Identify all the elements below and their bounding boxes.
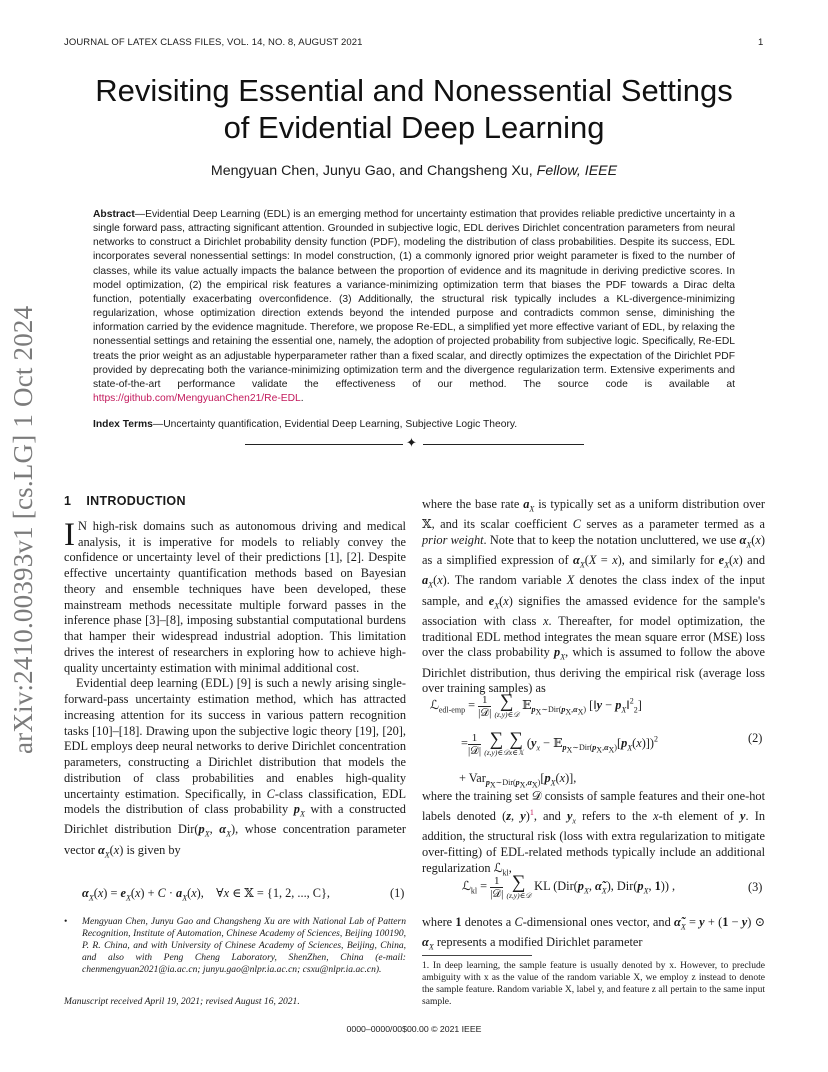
rp2-d: -th element of [658, 808, 741, 823]
footnote: 1. In deep learning, the sample feature is usually denoted by x. However, to preclude ambiguity with x as the value of the random variable X, we employ z instead to denote the sample feature. Random variable X, label y, and feature z all pertain to the same input sample. [422, 960, 765, 1007]
paper-title [64, 72, 764, 146]
intro-p2-a: Evidential deep learning (EDL) [9] is such a newly arising single-forward-pass uncertainty estimation method, which has attracted increasing attention for its success in various pattern recognition tasks [10]–[18]. Drawing upon the subjective logic theory [19], [20], EDL employs deep neural networks to derive Dirichlet concentration parameters, constructing a Dirichlet distribution that models the distribution of class probabilities and enables high-quality uncertainty estimation. Specifically, in [64, 676, 406, 801]
abstract [93, 208, 735, 406]
rp2-a: where the training set 𝒟 consists of sample features and their one-hot labels denoted [422, 789, 765, 823]
title-line-2: of Evidential Deep Learning [223, 110, 605, 145]
rp1-f: , and similarly for [621, 553, 719, 568]
right-column [422, 497, 765, 697]
index-terms-text: —Uncertainty quantification, Evidential Deep Learning, Subjective Logic Theory. [152, 419, 518, 430]
intro-paragraph-1 [64, 516, 406, 677]
equation-2-number: (2) [748, 731, 763, 745]
intro-p2-d: ), whose concentration parameter vector [64, 822, 406, 857]
equation-1: $\alpha_X(x) = e_X(x) + C \cdot a_X(x)$, ∀x ∈ 𝕏 = {1, 2, ..., C}, [82, 886, 330, 903]
rp2-e: . In addition, the structural risk (loss with extra regularization to mitigate over-fitting) of EDL-related methods typically include an additional regularization ℒ [422, 808, 765, 875]
rp2-kl-sub: kl [502, 868, 509, 878]
prior-weight-term: prior weight [422, 532, 484, 547]
author-names: Mengyuan Chen, Junyu Gao, and Changsheng Xu, [210, 163, 533, 179]
eq1-set: {1, 2, ..., C} [266, 886, 327, 900]
section-number: 1 [64, 494, 72, 508]
equation-3-number: (3) [748, 880, 763, 894]
rp3-b: denotes a [461, 915, 515, 929]
rp1-b: is typically set as a uniform distribution over 𝕏, and its scalar coefficient [422, 497, 765, 532]
copyright-footer: 0000–0000/00$00.00 © 2021 IEEE [346, 1024, 482, 1034]
eq3-L: ℒ [462, 878, 471, 893]
rp1-k: . Thereafter, for model optimization, the traditional EDL method integrates the mean square error (MSE) loss over the class probability [422, 613, 765, 660]
rp1-d: . Note that to keep the notation uncluttered, we use [483, 532, 740, 547]
divider-line-left [245, 444, 403, 445]
rp1-a: where the base rate [422, 497, 524, 511]
affiliation-text: Mengyuan Chen, Junyu Gao and Changsheng Xu are with National Lab of Pattern Recognition, Institute of Automation, Chinese Academy of Sciences, Beijing 100190, P. R. China, and with University of Chinese Academy of Sciences, Beijing, China, and also with Peng Cheng Laboratory, ShenZhen, China (e-mail: chenmengyuan2021@ia.ac.cn; junyu.gao@nlpr.ia.ac.cn; csxu@nlpr.ia.ac.cn). [82, 916, 406, 975]
title-line-1: Revisiting Essential and Nonessential Settings [95, 73, 733, 108]
abstract-label: Abstract [93, 209, 135, 220]
eq3-sub: kl [470, 886, 478, 896]
abstract-end: . [300, 393, 304, 405]
intro-p2-b: -class classification, EDL models the distribution of class probability [64, 786, 406, 817]
ones-vector: 1 [455, 915, 462, 929]
rp1-e: as a simplified expression of [422, 553, 573, 568]
rp1-i: denotes the class index of the input sample, and [422, 573, 765, 608]
divider-line-right [423, 444, 584, 445]
running-header: JOURNAL OF LATEX CLASS FILES, VOL. 14, NO. 8, AUGUST 2021 [64, 37, 363, 48]
section-title: INTRODUCTION [86, 494, 186, 508]
equation-1-number: (1) [390, 886, 405, 900]
eq2-L: ℒ [430, 697, 439, 712]
rp3-d: represents a modified Dirichlet parameter [433, 935, 643, 950]
intro-p2-e: is given by [123, 842, 181, 857]
section-divider [245, 435, 584, 450]
index-terms-label: Index Terms [93, 419, 153, 430]
author-fellow: Fellow, IEEE [536, 163, 618, 179]
abstract-text: —Evidential Deep Learning (EDL) is an emerging method for uncertainty estimation that provides reliable predictive uncertainty in a single forward pass, attracting significant attention. Grounded in subjective logic, EDL derives Dirichlet concentration parameters from neural networks to construct a Dirichlet probability density function (PDF), modeling the distribution of class probabilities. Despite its success, EDL incorporates several nonessential settings: In model construction, (1) a commonly ignored prior weight parameter is fixed to the number of classes, while its value actually impacts the balance between the proportion of evidence and its magnitude in deriving predictive scores. In model optimization, (2) the empirical risk features a variance-minimizing optimization term that biases the PDF towards a Dirac delta function, potentially exacerbating overconfidence. (3) Additionally, the structural risk typically includes a KL-divergence-minimizing regularization, whose optimization direction extends beyond the intended purpose and contradicts common sense, diminishing the information carried by the evidence magnitude. Therefore, we propose Re-EDL, a simplified yet more effective variant of EDL, by relaxing the nonessential settings and retaining the essential one, namely, the adoption of projected probability from subjective logic. Specifically, Re-EDL treats the prior weight as an adjustable hyperparameter rather than a fixed scalar, and directly optimizes the expectation of the Dirichlet PDF provided by deprecating both the variance-minimizing optimization term and the divergence regularization term. Extensive experiments and state-of-the-art performance validate the effectiveness of our method. The source code is available at [93, 209, 735, 390]
right-paragraph-1: where the base rate $a_X$ is typically set as a uniform distribution over 𝕏, and its scalar coefficient C serves as a parameter termed as a prior weight. Note that to keep the notation uncluttered, we use $\alpha_X(x)$ as a simplified expression of $\alpha_X(X = x)$, and similarly for $e_X(x)$ and $a_X(x)$. The random variable X denotes the class index of the input sample, and $e_X(x)$ signifies the amassed evidence for the sample's association with class x. Thereafter, for model optimization, the traditional EDL method integrates the mean square error (MSE) loss over the class probability $p_X$, which is assumed to follow the above Dirichlet distribution, thus deriving the empirical risk (average loss over training samples) as [422, 497, 766, 696]
rp1-g: and [742, 553, 766, 568]
page-number: 1 [758, 37, 764, 48]
rp1-c: serves as a parameter termed as a [580, 517, 765, 532]
rp2-c: refers to the [575, 808, 654, 823]
intro-paragraph-2: Evidential deep learning (EDL) [9] is such a newly arising single-forward-pass uncertainty estimation method, which has attracted increasing attention for its success in various pattern recognition tasks [10]–[18]. Drawing upon the subjective logic theory [19], [20], EDL employs deep neural networks to derive Dirichlet concentration parameters, constructing a Dirichlet distribution that models the distribution of class probabilities and enables high-quality uncertainty estimation. Specifically, in C-class classification, EDL models the distribution of class probability $p_X$ with a constructed Dirichlet distribution $Dir(p_X$, $\alpha_X$), whose concentration parameter vector $\alpha_X(x)$ is given by [64, 676, 406, 860]
affiliation-note [64, 916, 406, 976]
author-list [64, 163, 764, 179]
affiliation-bullet: • [64, 916, 68, 927]
footnote-marker[interactable]: 1 [529, 807, 534, 817]
index-terms [93, 418, 735, 432]
rp3-c: -dimensional ones vector, and [522, 915, 674, 929]
left-column [64, 494, 406, 863]
rp1-j: signifies the amassed evidence for the sample's association with class [422, 593, 766, 628]
rp1-h: . The random variable [446, 573, 567, 588]
rp2-b: , and [533, 808, 567, 823]
math-C: C [266, 786, 275, 801]
right-paragraph-3: where 1 denotes a C-dimensional ones vector, and $\alphã_X = y + (1 - y)$ ⊙ $\alpha_X$ represents a modified Dirichlet parameter [422, 915, 765, 952]
right-paragraph-2: where the training set 𝒟 consists of sample features and their one-hot labels denoted (z, y)$^1$, and $y_x$ refers to the x-th element of y. In addition, the structural risk (loss with extra regularization to mitigate over-fitting) of EDL-related methods typically include an additional regularization ℒ$_{kl}$, [422, 789, 765, 878]
footnote-rule [422, 955, 532, 956]
eq1-alpha: α [82, 886, 89, 900]
drop-cap: I [64, 516, 75, 553]
arxiv-identifier: arXiv:2410.00393v1 [cs.LG] 1 Oct 2024 [8, 305, 38, 754]
rp3-a: where [422, 915, 456, 929]
intro-p2-c: with a constructed Dirichlet distribution Dir( [64, 802, 406, 837]
rp1-l: , which is assumed to follow the above Dirichlet distribution, thus deriving the empirical risk (average loss over training samples) as [422, 645, 765, 696]
divider-diamond-icon: ✦ [406, 435, 417, 450]
source-code-link[interactable]: https://github.com/MengyuanChen21/Re-EDL [93, 393, 301, 405]
intro-p1-text: N high-risk domains such as autonomous driving and medical analysis, it is imperative for models to reliably convey the confidence or uncertainty level of their predictions [1], [2]. Despite effective uncertainty quantification methods based on Bayesian theory and ensemble techniques have been developed, these mainstream methods necessitate multiple forward passes in the inference phase [3]–[8], imposing substantial computational burdens that hamper their widespread industrial adoption. This limitation drives the interest of researchers in exploring how to achieve high-quality uncertainty estimation with minimal additional cost. [64, 518, 406, 675]
math-p: p [293, 802, 300, 817]
math-pX-sub: X [299, 809, 305, 819]
equation-3: ℒ$_{kl}$ = $\frac{1}{\text{|𝒟|}}$ ∑ (z,y)∈𝒟 KL ($Dir(p_X$, $\alphã_X$), $Dir(p_X$, 1)) , [462, 872, 676, 900]
eq2-sub: edl-emp [438, 705, 466, 715]
manuscript-dates: Manuscript received April 19, 2021; revised August 16, 2021. [64, 996, 300, 1007]
arxiv-stamp [0, 296, 44, 756]
section-heading [64, 494, 406, 510]
